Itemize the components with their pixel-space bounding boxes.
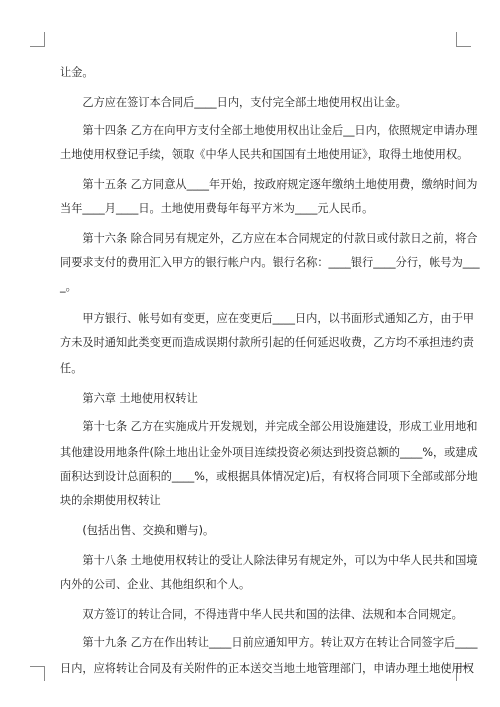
text-line: 方未及时通知此类变更而造成误期付款所引起的任何延迟收费，乙方均不承担违约责: [60, 336, 474, 349]
text-line: 内外的公司、企业、其他组织和个人。: [60, 578, 251, 591]
text-line: 第十八条 土地使用权转让的受让人除法律另有规定外，可以为中华人民共和国境: [60, 554, 478, 567]
text-line: 任。: [60, 362, 83, 375]
text-line: 土地使用权登记手续，领取《中华人民共和国国有土地使用证》，取得土地使用权。: [60, 148, 469, 161]
crop-mark-bottom-left: [30, 666, 45, 681]
text-line: 第十九条 乙方在作出转让____日前应通知甲方。转让双方在转让合同签字后____: [60, 636, 478, 649]
text-line: 第十四条 乙方在向甲方支付全部土地使用权出让金后__日内，依照规定申请办理: [60, 124, 478, 137]
text-line: 乙方应在签订本合同后____日内，支付完全部土地使用权出让金。: [60, 96, 407, 109]
text-line: 同要求支付的费用汇入甲方的银行帐户内。银行名称：____银行____分行，帐号为___: [60, 256, 480, 269]
text-line: (包括出售、交换和赠与)。: [60, 524, 215, 537]
text-line: 当年____月____日。土地使用费每年每平方米为____元人民币。: [60, 202, 374, 215]
crop-mark-top-right: [456, 32, 471, 47]
text-line: 第十五条 乙方同意从____年开始，按政府规定逐年缴纳土地使用费，缴纳时间为: [60, 178, 478, 191]
text-line: 其他建设用地条件(除土地出让金外项目连续投资必须达到投资总额的____%，或建成: [60, 446, 478, 459]
text-line: 让金。: [60, 66, 94, 79]
text-line: 双方签订的转让合同，不得违背中华人民共和国的法律、法规和本合同规定。: [60, 608, 463, 621]
text-line: 面积达到设计总面积的____%，或根据具体情况定)后，有权将合同项下全部或部分地: [60, 470, 478, 483]
text-line: _。: [60, 280, 77, 293]
text-line: 块的余期使用权转让: [60, 494, 161, 507]
crop-mark-top-left: [30, 32, 45, 47]
text-line: 第十六条 除合同另有规定外，乙方应在本合同规定的付款日或付款日之前，将合: [60, 232, 478, 245]
text-line: 甲方银行、帐号如有变更，应在变更后____日内，以书面形式通知乙方，由于甲: [60, 312, 474, 325]
text-line: 日内，应将转让合同及有关附件的正本送交当地土地管理部门，申请办理土地使用权: [60, 662, 474, 675]
section-heading: 第六章 土地使用权转让: [60, 392, 198, 405]
text-line: 第十七条 乙方在实施成片开发规划，并完成全部公用设施建设，形成工业用地和: [60, 420, 478, 433]
